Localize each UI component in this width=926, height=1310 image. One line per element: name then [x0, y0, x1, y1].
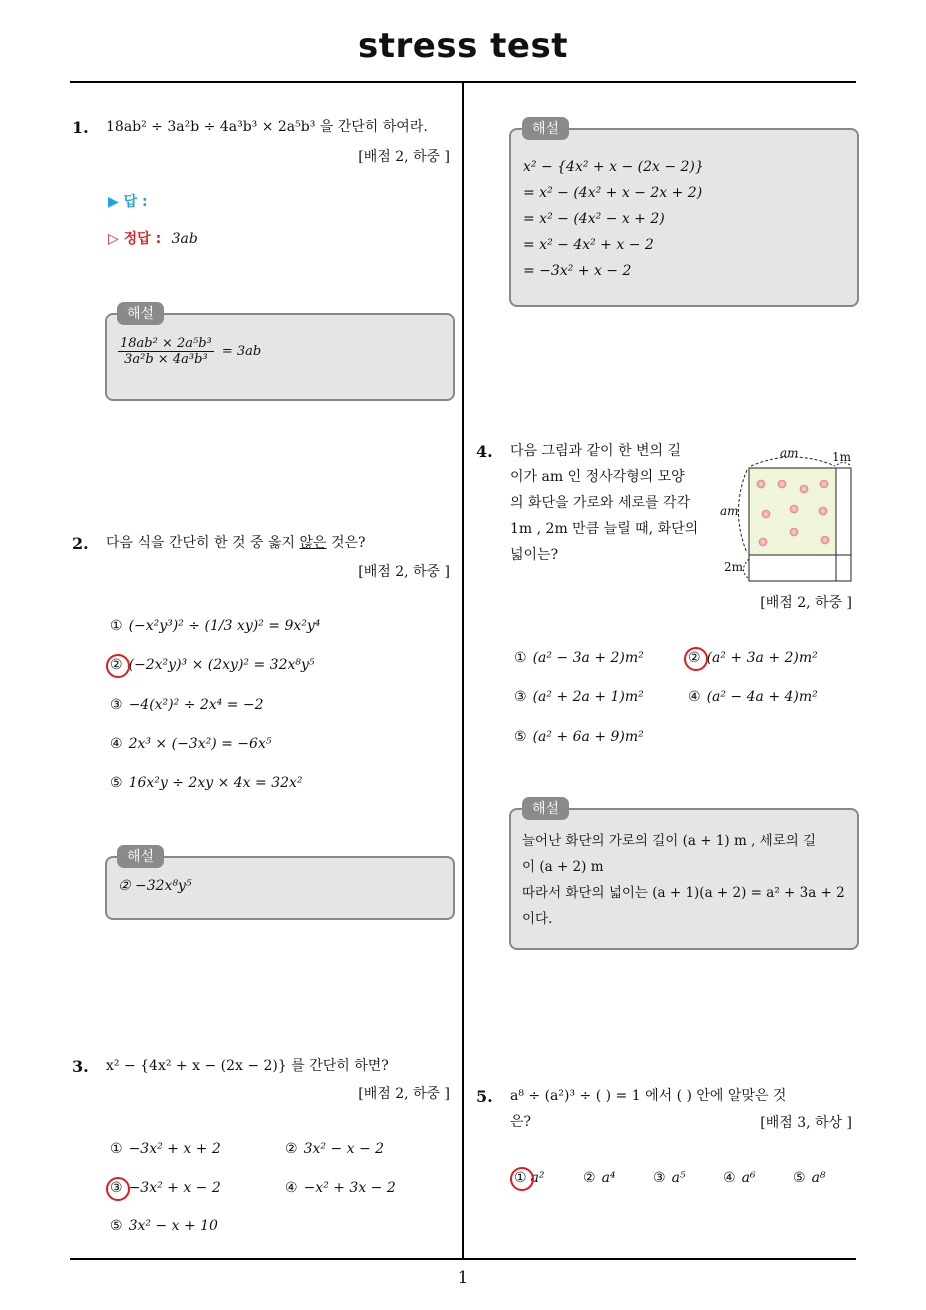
question-3-choice-1[interactable]	[110, 1141, 221, 1157]
choice-number: ③	[653, 1170, 666, 1186]
choice-text: (a² − 4a + 4)m²	[706, 689, 818, 705]
question-4-choice-5[interactable]	[514, 729, 644, 745]
choice-number: ⑤	[793, 1170, 806, 1186]
choice-text: (−2x²y)³ × (2xy)² = 32x⁸y⁵	[128, 657, 315, 673]
choice-number: ③	[110, 697, 123, 713]
explanation-tag-3: 해설	[522, 117, 569, 140]
question-3-choice-4[interactable]	[285, 1180, 396, 1196]
question-5-text-line-2: 은?	[510, 1114, 532, 1130]
choice-text: 3x² − x − 2	[303, 1141, 385, 1157]
fraction-numerator: 18ab² × 2a⁵b³	[120, 336, 212, 351]
question-4-text	[510, 438, 698, 568]
question-4-line: 이가 am 인 정사각형의 모양	[510, 469, 685, 485]
question-4-choice-4[interactable]	[688, 689, 818, 705]
choice-text: a⁵	[671, 1170, 686, 1186]
choice-text: −x² + 3x − 2	[303, 1180, 396, 1196]
explanation-3-line: = x² − (4x² + x − 2x + 2)	[523, 185, 703, 201]
figure-label-top: am	[780, 446, 799, 460]
choice-text: (a² + 6a + 9)m²	[532, 729, 644, 745]
explanation-3-content	[523, 154, 704, 284]
choice-number: ①	[514, 1170, 527, 1186]
question-4-line: 1m , 2m 만큼 늘릴 때, 화단의	[510, 521, 699, 537]
explanation-3-line: = x² − 4x² + x − 2	[523, 237, 654, 253]
explanation-4-line: 따라서 화단의 넓이는 (a + 1)(a + 2) = a² + 3a + 2	[522, 885, 845, 901]
question-5-choice-5[interactable]	[793, 1170, 826, 1186]
choice-number: ④	[723, 1170, 736, 1186]
explanation-4-line: 이다.	[522, 911, 553, 927]
choice-number: ①	[110, 618, 123, 634]
question-5-text-line-1: a⁸ ÷ (a²)³ ÷ ( ) = 1 에서 ( ) 안에 알맞은 것	[510, 1088, 787, 1104]
question-2-choice-2[interactable]	[110, 657, 315, 673]
footer-rule	[70, 1258, 856, 1260]
figure-label-left: am	[720, 504, 739, 518]
question-5-choice-3[interactable]	[653, 1170, 686, 1186]
page-number: 1	[457, 1268, 469, 1288]
fraction-denominator: 3a²b × 4a³b³	[124, 352, 208, 367]
bottom-left-dimension-arc	[744, 559, 750, 579]
choice-text: −4(x²)² ÷ 2x⁴ = −2	[128, 697, 264, 713]
choice-number: ④	[285, 1180, 298, 1196]
question-2-score: [배점 2, 하중 ]	[358, 564, 450, 580]
question-2-choice-3[interactable]	[110, 697, 264, 713]
question-1-number: 1.	[72, 118, 89, 137]
question-4-line: 넓이는?	[510, 547, 559, 563]
correct-value: 3ab	[171, 231, 198, 247]
correct-answer-row	[108, 228, 198, 248]
figure-label-right-top: 1m	[832, 450, 852, 464]
question-4-choice-3[interactable]	[514, 689, 644, 705]
choice-text: 2x³ × (−3x²) = −6x⁵	[128, 736, 272, 752]
question-5-choice-4[interactable]	[723, 1170, 756, 1186]
choice-text: a⁴	[601, 1170, 616, 1186]
choice-number: ①	[514, 650, 527, 666]
question-1-score: [배점 2, 하중 ]	[358, 149, 450, 165]
question-4-choice-1[interactable]	[514, 650, 644, 666]
explanation-4-line: 늘어난 화단의 가로의 길이 (a + 1) m , 세로의 길	[522, 833, 817, 849]
choice-text: (−x²y³)² ÷ (1/3 xy)² = 9x²y⁴	[128, 618, 321, 634]
selected-answer-mark	[510, 1167, 534, 1191]
choice-text: a⁶	[741, 1170, 756, 1186]
explanation-4-line: 이 (a + 2) m	[522, 859, 604, 875]
question-3-number: 3.	[72, 1057, 89, 1076]
choice-number: ③	[110, 1180, 123, 1196]
choice-text: 3x² − x + 10	[128, 1218, 218, 1234]
choice-text: (a² − 3a + 2)m²	[532, 650, 644, 666]
choice-number: ④	[688, 689, 701, 705]
choice-number: ⑤	[514, 729, 527, 745]
choice-text: 16x²y ÷ 2xy × 4x = 32x²	[128, 775, 303, 791]
question-3-choice-5[interactable]	[110, 1218, 218, 1234]
choice-number: ②	[110, 657, 123, 673]
explanation-1-result: = 3ab	[221, 344, 262, 359]
selected-answer-mark	[106, 1177, 130, 1201]
explanation-tag-4: 해설	[522, 797, 569, 820]
choice-number: ③	[514, 689, 527, 705]
question-3-text: x² − {4x² + x − (2x − 2)} 를 간단히 하면?	[106, 1058, 389, 1074]
choice-number: ②	[583, 1170, 596, 1186]
explanation-1-fraction	[118, 336, 214, 367]
figure-label-bottom-left: 2m	[724, 560, 744, 574]
choice-number: ⑤	[110, 775, 123, 791]
explanation-3-line: x² − {4x² + x − (2x − 2)}	[523, 159, 704, 175]
question-2-text-pre: 다음 식을 간단히 한 것 중 옳지	[106, 535, 300, 551]
question-2-text-underline: 않은	[299, 535, 327, 551]
question-3-choice-2[interactable]	[285, 1141, 384, 1157]
question-5-number: 5.	[476, 1087, 493, 1106]
explanation-1-content	[118, 336, 261, 367]
explanation-tag-2: 해설	[117, 845, 164, 868]
correct-label: ▷ 정답 :	[108, 231, 162, 247]
explanation-tag-1: 해설	[117, 302, 164, 325]
choice-text: −3x² + x + 2	[128, 1141, 221, 1157]
answer-label: ▶ 답 :	[108, 194, 148, 210]
choice-text: a²	[530, 1170, 545, 1186]
explanation-3-line: = x² − (4x² − x + 2)	[523, 211, 665, 227]
explanation-3-line: = −3x² + x − 2	[523, 263, 632, 279]
question-4-line: 의 화단을 가로와 세로를 각각	[510, 495, 691, 511]
question-4-score: [배점 2, 하중 ]	[760, 595, 852, 611]
question-2-choice-4[interactable]	[110, 736, 271, 752]
choice-number: ②	[688, 650, 701, 666]
choice-number: ④	[110, 736, 123, 752]
choice-text: (a² + 3a + 2)m²	[706, 650, 818, 666]
question-2-choice-5[interactable]	[110, 775, 303, 791]
question-5-choice-2[interactable]	[583, 1170, 616, 1186]
question-2-choice-1[interactable]	[110, 618, 320, 634]
choice-text: a⁸	[811, 1170, 826, 1186]
left-dimension-arc	[739, 470, 748, 553]
explanation-4-content	[522, 828, 845, 932]
choice-number: ②	[285, 1141, 298, 1157]
question-5-score: [배점 3, 하상 ]	[760, 1115, 852, 1131]
question-3-score: [배점 2, 하중 ]	[358, 1086, 450, 1102]
explanation-2-content: ② −32x⁸y⁵	[118, 878, 192, 894]
choice-text: −3x² + x − 2	[128, 1180, 221, 1196]
choice-number: ①	[110, 1141, 123, 1157]
column-divider	[462, 82, 464, 1259]
question-2-number: 2.	[72, 534, 89, 553]
question-2-text-post: 것은?	[326, 535, 366, 551]
question-4-line: 다음 그림과 같이 한 변의 길	[510, 443, 682, 459]
selected-answer-mark	[106, 654, 130, 678]
question-2-text	[106, 530, 366, 556]
question-4-number: 4.	[476, 442, 493, 461]
selected-answer-mark	[684, 647, 708, 671]
choice-number: ⑤	[110, 1218, 123, 1234]
choice-text: (a² + 2a + 1)m²	[532, 689, 644, 705]
question-1-text: 18ab² ÷ 3a²b ÷ 4a³b³ × 2a⁵b³ 을 간단히 하여라.	[106, 119, 428, 135]
page-title: stress test	[358, 26, 568, 66]
